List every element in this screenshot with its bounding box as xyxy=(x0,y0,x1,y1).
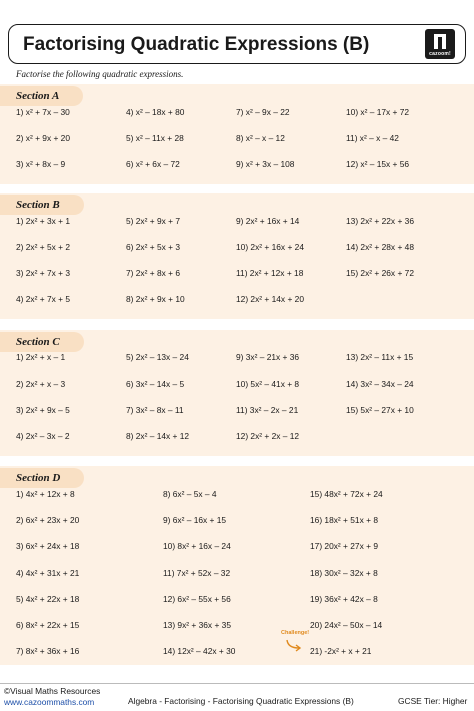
instruction-text: Factorise the following quadratic expressions. xyxy=(16,69,184,79)
question-item: 7) x² – 9x – 22 xyxy=(236,107,290,117)
question-item: 4) 4x² + 31x + 21 xyxy=(16,568,80,578)
question-item: 4) x² – 18x + 80 xyxy=(126,107,185,117)
question-item: 13) 2x² + 22x + 36 xyxy=(346,216,414,226)
question-item: 5) x² – 11x + 28 xyxy=(126,133,184,143)
challenge-label: Challenge! xyxy=(281,630,310,636)
question-item: 6) 2x² + 5x + 3 xyxy=(126,242,180,252)
question-item: 7) 8x² + 36x + 16 xyxy=(16,646,80,656)
question-item: 19) 36x² + 42x – 8 xyxy=(310,594,378,604)
footer-url-link[interactable]: www.cazoommaths.com xyxy=(4,697,95,707)
question-item: 1) 2x² + x – 1 xyxy=(16,352,66,362)
question-item: 3) x² + 8x – 9 xyxy=(16,159,66,169)
question-item: 7) 3x² – 8x – 11 xyxy=(126,405,184,415)
question-item: 12) 6x² – 55x + 56 xyxy=(163,594,231,604)
question-item: 9) 2x² + 16x + 14 xyxy=(236,216,300,226)
footer-tier: GCSE Tier: Higher xyxy=(398,696,468,706)
question-item: 11) 7x² + 52x – 32 xyxy=(163,568,231,578)
question-item: 5) 2x² + 9x + 7 xyxy=(126,216,180,226)
question-item: 15) 5x² – 27x + 10 xyxy=(346,405,414,415)
section-d-label: Section D xyxy=(0,468,84,488)
question-item: 17) 20x² + 27x + 9 xyxy=(310,541,378,551)
question-item: 3) 2x² + 7x + 3 xyxy=(16,268,70,278)
question-item: 6) x² + 6x – 72 xyxy=(126,159,180,169)
question-item: 12) 2x² + 2x – 12 xyxy=(236,431,300,441)
page-title: Factorising Quadratic Expressions (B) xyxy=(23,34,370,55)
question-item: 18) 30x² – 32x + 8 xyxy=(310,568,378,578)
question-item: 21) -2x² + x + 21 xyxy=(310,646,372,656)
question-item: 12) 2x² + 14x + 20 xyxy=(236,294,304,304)
question-item: 14) 12x² – 42x + 30 xyxy=(163,646,236,656)
question-item: 8) 2x² + 9x + 10 xyxy=(126,294,185,304)
question-item: 11) x² – x – 42 xyxy=(346,133,399,143)
curved-arrow-icon xyxy=(285,638,305,652)
footer-divider xyxy=(0,683,474,684)
footer-topic: Algebra - Factorising - Factorising Quadratic Expressions (B) xyxy=(128,696,354,706)
question-item: 13) 2x² – 11x + 15 xyxy=(346,352,414,362)
question-item: 9) 6x² – 16x + 15 xyxy=(163,515,227,525)
section-b-label: Section B xyxy=(0,195,84,215)
cazoom-logo xyxy=(425,29,455,59)
question-item: 11) 2x² + 12x + 18 xyxy=(236,268,304,278)
question-item: 9) x² + 3x – 108 xyxy=(236,159,295,169)
question-item: 3) 2x² + 9x – 5 xyxy=(16,405,70,415)
question-item: 10) 8x² + 16x – 24 xyxy=(163,541,231,551)
question-item: 5) 2x² – 13x – 24 xyxy=(126,352,189,362)
footer-copyright: ©Visual Maths Resources xyxy=(4,686,101,696)
logo-text: cazoom! xyxy=(429,51,451,57)
question-item: 9) 3x² – 21x + 36 xyxy=(236,352,300,362)
question-item: 15) 2x² + 26x + 72 xyxy=(346,268,414,278)
question-item: 2) 2x² + 5x + 2 xyxy=(16,242,70,252)
question-item: 20) 24x² – 50x – 14 xyxy=(310,620,383,630)
question-item: 14) 3x² – 34x – 24 xyxy=(346,379,414,389)
title-box xyxy=(8,24,466,64)
question-item: 7) 2x² + 8x + 6 xyxy=(126,268,180,278)
question-item: 15) 48x² + 72x + 24 xyxy=(310,489,383,499)
question-item: 2) 6x² + 23x + 20 xyxy=(16,515,80,525)
question-item: 3) 6x² + 24x + 18 xyxy=(16,541,80,551)
question-item: 1) x² + 7x – 30 xyxy=(16,107,70,117)
question-item: 2) x² + 9x + 20 xyxy=(16,133,70,143)
section-c-label: Section C xyxy=(0,332,84,352)
question-item: 10) 5x² – 41x + 8 xyxy=(236,379,300,389)
question-item: 1) 2x² + 3x + 1 xyxy=(16,216,70,226)
question-item: 8) x² – x – 12 xyxy=(236,133,285,143)
question-item: 2) 2x² + x – 3 xyxy=(16,379,66,389)
question-item: 14) 2x² + 28x + 48 xyxy=(346,242,414,252)
question-item: 4) 2x² – 3x – 2 xyxy=(16,431,70,441)
question-item: 16) 18x² + 51x + 8 xyxy=(310,515,378,525)
question-item: 8) 2x² – 14x + 12 xyxy=(126,431,190,441)
question-item: 6) 3x² – 14x – 5 xyxy=(126,379,185,389)
question-item: 12) x² – 15x + 56 xyxy=(346,159,410,169)
question-item: 11) 3x² – 2x – 21 xyxy=(236,405,299,415)
question-item: 10) 2x² + 16x + 24 xyxy=(236,242,304,252)
question-item: 5) 4x² + 22x + 18 xyxy=(16,594,80,604)
question-item: 4) 2x² + 7x + 5 xyxy=(16,294,70,304)
question-item: 8) 6x² – 5x – 4 xyxy=(163,489,217,499)
question-item: 1) 4x² + 12x + 8 xyxy=(16,489,75,499)
question-item: 6) 8x² + 22x + 15 xyxy=(16,620,80,630)
section-a-label: Section A xyxy=(0,86,83,106)
question-item: 10) x² – 17x + 72 xyxy=(346,107,410,117)
question-item: 13) 9x² + 36x + 35 xyxy=(163,620,231,630)
